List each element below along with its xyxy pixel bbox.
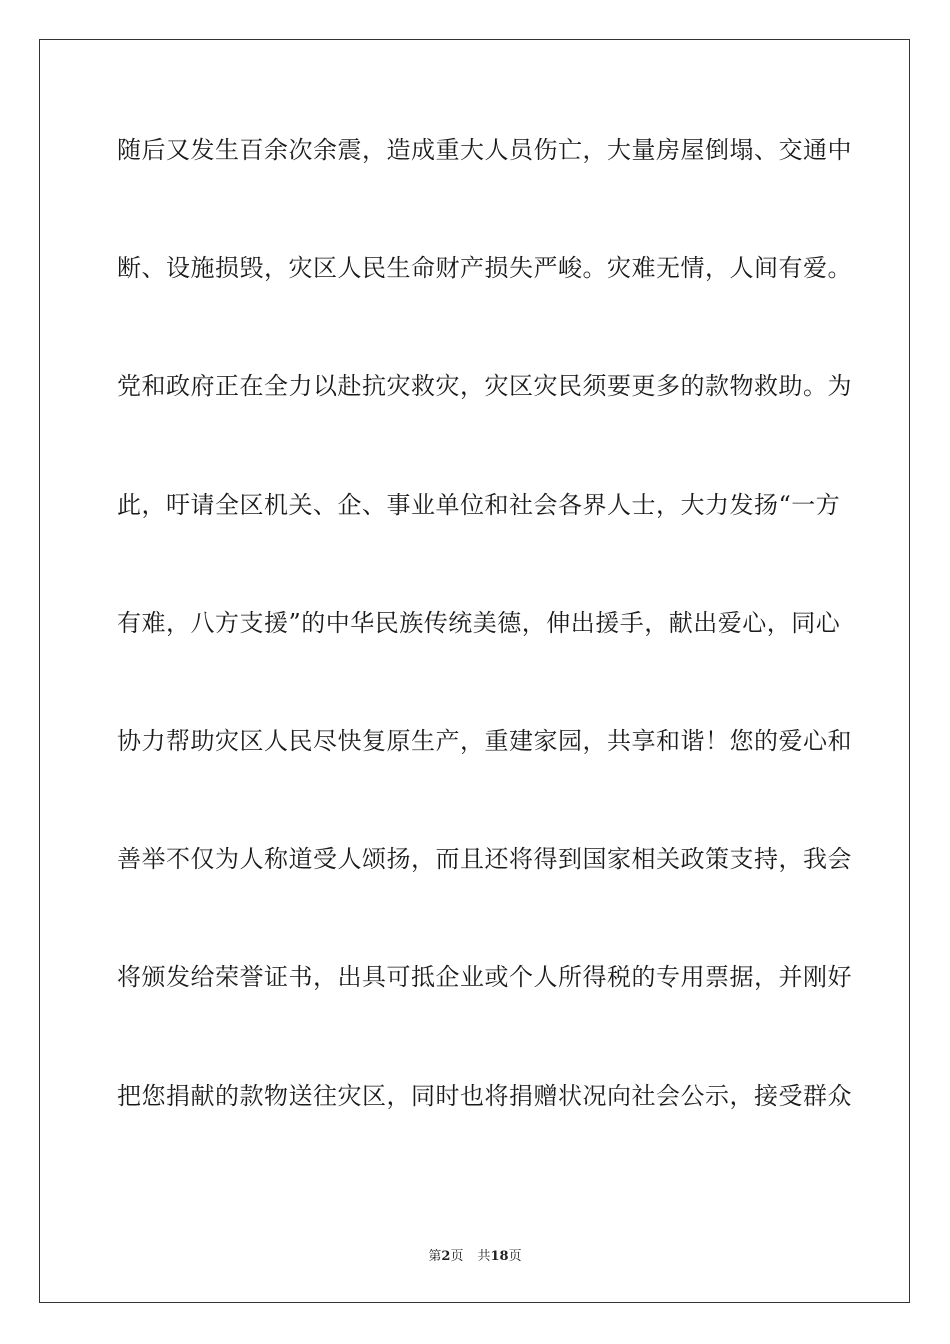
text-line: 随后又发生百余次余震，造成重大人员伤亡，大量房屋倒塌、交通中 (117, 136, 852, 164)
page-number: 2 (441, 1249, 451, 1264)
page-suffix: 页 (450, 1249, 464, 1264)
page-indicator (428, 1249, 463, 1264)
page-footer (0, 1245, 950, 1264)
body-text (117, 120, 852, 1184)
text-line: 断、设施损毁，灾区人民生命财产损失严峻。灾难无情，人间有爱。 (117, 254, 852, 283)
text-line: 将颁发给荣誉证书，出具可抵企业或个人所得税的专用票据，并刚好 (117, 963, 852, 992)
text-line: 善举不仅为人称道受人颂扬，而且还将得到国家相关政策支持，我会 (117, 845, 852, 874)
total-prefix: 共 (477, 1249, 491, 1264)
page-prefix: 第 (428, 1249, 442, 1264)
total-suffix: 页 (508, 1249, 522, 1264)
total-pages: 18 (490, 1249, 509, 1264)
text-line: 党和政府正在全力以赴抗灾救灾，灾区灾民须要更多的款物救助。为 (117, 372, 852, 401)
text-line: 把您捐献的款物送往灾区，同时也将捐赠状况向社会公示，接受群众 (117, 1081, 852, 1110)
text-line: 此，吁请全区机关、企、事业单位和社会各界人士，大力发扬“一方 (117, 490, 841, 519)
text-line: 有难，八方支援”的中华民族传统美德，伸出援手，献出爱心，同心 (117, 608, 841, 637)
text-line: 协力帮助灾区人民尽快复原生产，重建家园，共享和谐！您的爱心和 (117, 726, 852, 755)
total-indicator (477, 1249, 521, 1264)
